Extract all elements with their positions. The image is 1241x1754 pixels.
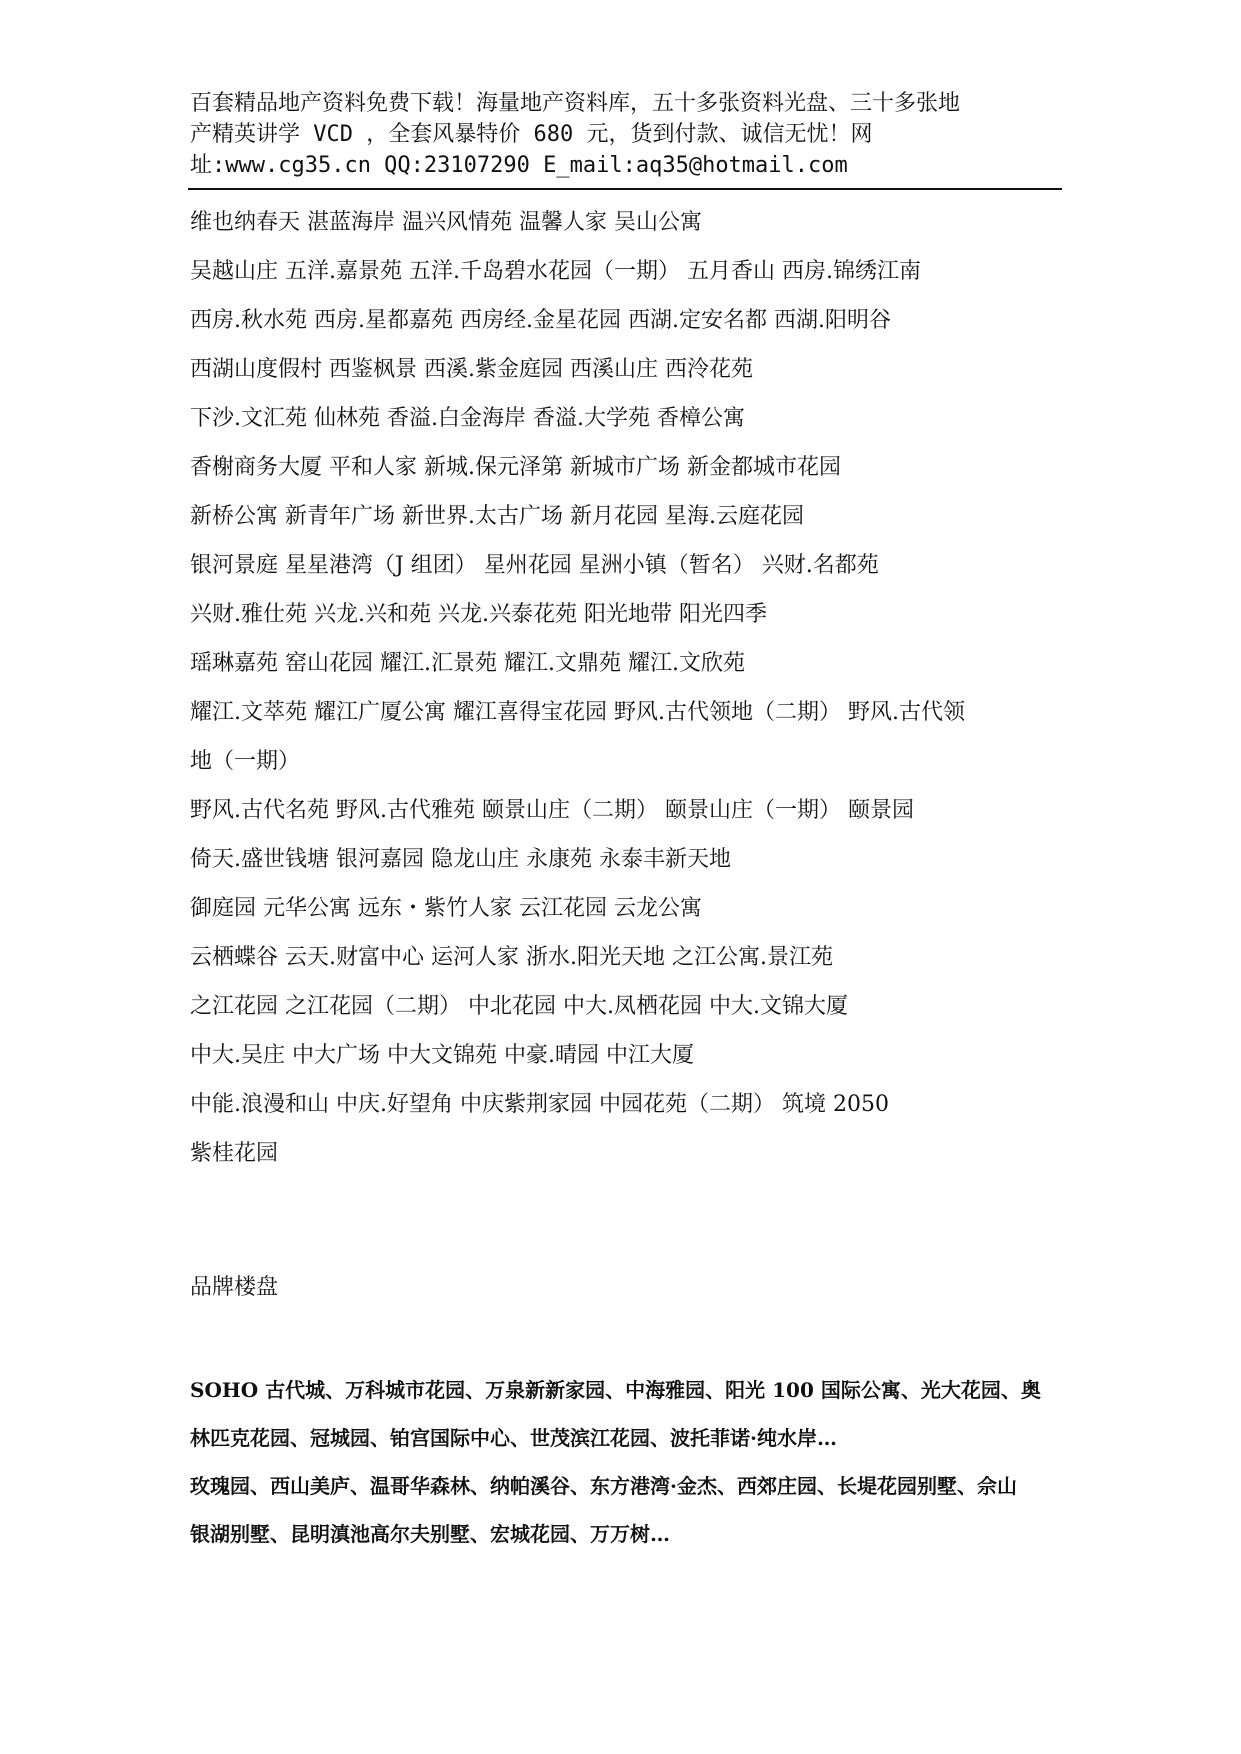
listing-line: 西湖山度假村 西鉴枫景 西溪.紫金庭园 西溪山庄 西泠花苑 [190,357,753,382]
listing-line: 御庭园 元华公寓 远东・紫竹人家 云江花园 云龙公寓 [190,896,702,921]
header-divider [188,188,1062,190]
listing-line: 维也纳春天 湛蓝海岸 温兴风情苑 温馨人家 吴山公寓 [190,210,702,235]
listing-line: 之江花园 之江花园（二期） 中北花园 中大.凤栖花园 中大.文锦大厦 [190,994,848,1019]
header-line: 址:www.cg35.cn QQ:23107290 E_mail:aq35@hotmail.com [190,153,848,178]
listing-line: 兴财.雅仕苑 兴龙.兴和苑 兴龙.兴泰花苑 阳光地带 阳光四季 [190,602,767,627]
brand-line: 银湖别墅、昆明滇池高尔夫别墅、宏城花园、万万树… [190,1522,670,1546]
listing-line: 云栖蝶谷 云天.财富中心 运河人家 浙水.阳光天地 之江公寓.景江苑 [190,945,833,970]
brand-line: 林匹克花园、冠城园、铂宫国际中心、世茂滨江花园、波托菲诺·纯水岸… [190,1426,837,1450]
listing-line: 新桥公寓 新青年广场 新世界.太古广场 新月花园 星海.云庭花园 [190,504,804,529]
brand-line: 玫瑰园、西山美庐、温哥华森林、纳帕溪谷、东方港湾·金杰、西郊庄园、长堤花园别墅、佘山 [190,1474,1017,1498]
listing-line: 中能.浪漫和山 中庆.好望角 中庆紫荆家园 中园花苑（二期） 筑境 2050 [190,1092,889,1117]
header-advertisement [190,88,1060,181]
listing-line: 吴越山庄 五洋.嘉景苑 五洋.千岛碧水花园（一期） 五月香山 西房.锦绣江南 [190,259,921,284]
brand-line: SOHO 古代城、万科城市花园、万泉新新家园、中海雅园、阳光 100 国际公寓、光大花园、奥 [190,1378,1041,1402]
section-title-brand-properties: 品牌楼盘 [190,1275,279,1300]
listing-line: 瑶琳嘉苑 窑山花园 耀江.汇景苑 耀江.文鼎苑 耀江.文欣苑 [190,651,745,676]
listing-line: 倚天.盛世钱塘 银河嘉园 隐龙山庄 永康苑 永泰丰新天地 [190,847,731,872]
brand-property-list [190,1366,1060,1558]
listing-line: 银河景庭 星星港湾（J 组团） 星州花园 星洲小镇（暂名） 兴财.名都苑 [190,553,879,578]
property-listing [190,198,1060,1178]
listing-line: 西房.秋水苑 西房.星都嘉苑 西房经.金星花园 西湖.定安名都 西湖.阳明谷 [190,308,891,333]
listing-line: 野风.古代名苑 野风.古代雅苑 颐景山庄（二期） 颐景山庄（一期） 颐景园 [190,798,914,823]
listing-line: 下沙.文汇苑 仙林苑 香溢.白金海岸 香溢.大学苑 香樟公寓 [190,406,745,431]
listing-line: 紫桂花园 [190,1141,279,1166]
listing-line: 中大.吴庄 中大广场 中大文锦苑 中豪.晴园 中江大厦 [190,1043,694,1068]
listing-line: 耀江.文萃苑 耀江广厦公寓 耀江喜得宝花园 野风.古代领地（二期） 野风.古代领 [190,700,965,725]
header-line: 产精英讲学 VCD ，全套风暴特价 680 元，货到付款、诚信无忧！网 [190,122,873,147]
header-line: 百套精品地产资料免费下载！海量地产资料库，五十多张资料光盘、三十多张地 [190,91,961,116]
listing-line: 地（一期） [190,749,301,774]
listing-line: 香榭商务大厦 平和人家 新城.保元泽第 新城市广场 新金都城市花园 [190,455,841,480]
